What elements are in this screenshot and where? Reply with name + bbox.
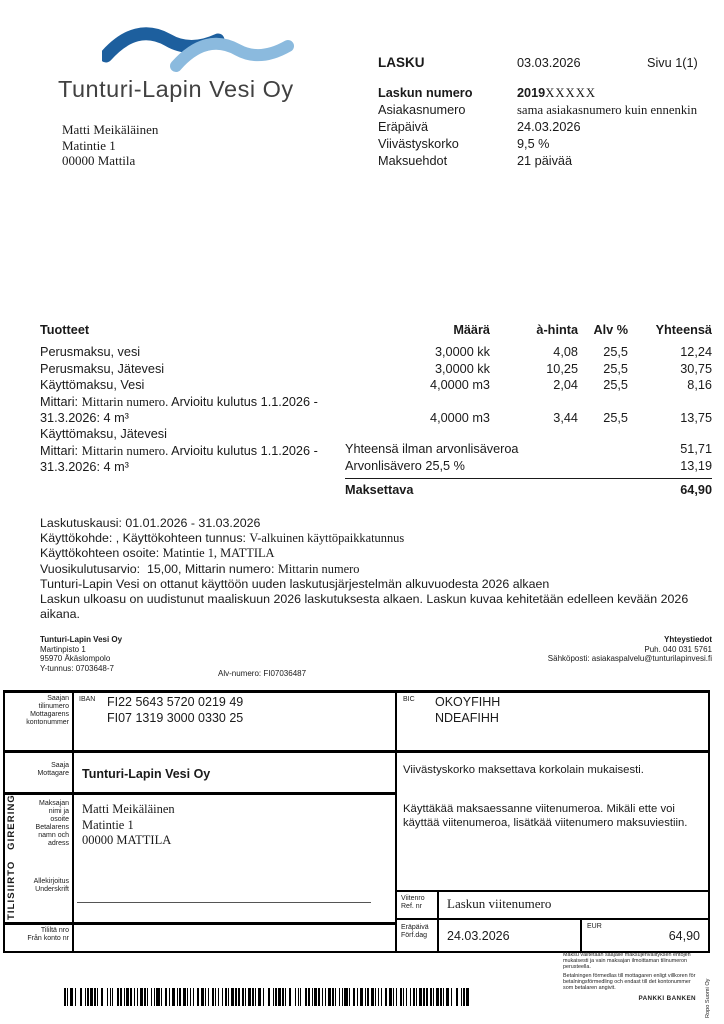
meter-note-line1: Mittari: Mittarin numero. Arvioitu kulutus 1.1.2026 - [40, 394, 318, 409]
table-row: Perusmaksu, Jätevesi 3,0000 kk 10,25 25,5 30,75 [40, 361, 712, 376]
meter-note-line2: 31.3.2026: 4 m³ [40, 460, 129, 475]
vat-value: 13,19 [680, 458, 712, 473]
bic-1: OKOYFIHH [435, 695, 501, 709]
giro-eur-divider [580, 918, 582, 953]
meter-note-line1: Mittari: Mittarin numero. Arvioitu kulutus 1.1.2026 - [40, 443, 318, 458]
payer-address [82, 802, 175, 849]
subtotal-row [345, 441, 712, 458]
footer-business-id: Y-tunnus: 0703648-7 [40, 663, 114, 673]
company-logo [58, 20, 294, 103]
reference-number-value: Laskun viitenumero [447, 896, 552, 911]
bic-values [435, 694, 500, 726]
payment-terms-value: 21 päivää [517, 154, 573, 168]
recipient-address [62, 122, 158, 169]
customer-number-row [378, 102, 712, 119]
payment-terms-label: Maksuehdot [378, 154, 448, 168]
giro-border-top [3, 690, 710, 693]
table-header-row [40, 322, 712, 338]
iban-label: IBAN [79, 696, 96, 703]
col-quantity: Määrä [453, 323, 490, 337]
layout-notice: Laskun ulkoasu on uudistunut maaliskuun 2026 laskutuksesta alkaen. Laskun kuvaa kehitetään edelleen kevään 2026 aikana. [40, 592, 692, 622]
footer-company [40, 635, 122, 673]
recipient-street: Matintie 1 [62, 137, 116, 153]
giro-recipient-label: Saaja Mottagare [37, 762, 69, 777]
usage-site: Käyttökohde: , Käyttökohteen tunnus: V-alkuinen käyttöpaikkatunnus [40, 531, 405, 546]
due-date-label: Eräpäivä [378, 120, 429, 134]
bank-label: PANKKI BANKEN [638, 994, 696, 1002]
giro-mid-divider [395, 690, 397, 953]
giro-border-right [708, 690, 710, 953]
usage-site-address: Käyttökohteen osoite: Matintie 1, MATTILA [40, 546, 275, 561]
billing-period: Laskutuskausi: 01.01.2026 - 31.03.2026 [40, 516, 261, 530]
printer-credit: Ropo Suomi Oy [705, 978, 711, 1018]
col-vat: Alv % [593, 323, 628, 337]
recipient-name: Matti Meikäläinen [62, 122, 159, 137]
totals-divider [345, 478, 712, 479]
invoice-page-number: Sivu 1(1) [647, 56, 698, 70]
company-wordmark: Tunturi-Lapin Vesi Oy [58, 76, 294, 102]
invoice-date: 03.03.2026 [517, 56, 581, 70]
subtotal-label: Yhteensä ilman arvonlisäveroa [345, 442, 519, 456]
footer-contact [450, 635, 712, 664]
invoice-title: LASKU [378, 55, 425, 70]
giro-ref-row-top [395, 890, 710, 892]
giro-row-divider-1 [3, 750, 710, 753]
col-total: Yhteensä [655, 323, 712, 337]
signature-label: Allekirjoitus Underskrift [33, 878, 69, 893]
giro-ref-label-divider [437, 890, 439, 953]
giro-row-divider-3 [3, 922, 397, 925]
account-number-label: Saajan tilinumero Mottagarens kontonummer [26, 695, 69, 726]
payable-value: 64,90 [680, 483, 712, 497]
billing-info [40, 516, 705, 622]
payable-row [345, 482, 712, 499]
bic-label: BIC [403, 696, 415, 703]
payment-terms-row [378, 153, 712, 170]
fine-print-fi: Maksu välitetään saajalle maksujenvälityksen ehtojen mukaisesti ja vain maksajan ilmoittaman tilinumeron perusteella. [563, 952, 691, 971]
footer-address2: 95970 Äkäslompolo [40, 654, 111, 664]
fine-print [563, 952, 700, 1002]
iban-values [107, 694, 243, 726]
footer-phone: Puh. 040 031 5761 [644, 644, 712, 654]
fine-print-sv: Betalningen förmedlas till mottagaren enligt villkoren för betalningsförmedling och endast till det kontonummer som betalaren angivit. [563, 973, 696, 992]
bank-transfer-form [3, 690, 710, 953]
interest-label: Viivästyskorko [378, 137, 459, 151]
payer-street: Matintie 1 [82, 817, 134, 832]
interest-row [378, 136, 712, 153]
invoice-meta [378, 85, 712, 170]
subtotal-value: 51,71 [680, 442, 712, 456]
customer-number-label: Asiakasnumero [378, 103, 466, 117]
system-notice: Tunturi-Lapin Vesi on ottanut käyttöön uuden laskutusjärjestelmän alkuvuodesta 2026 alkaen [40, 576, 550, 591]
bic-2: NDEAFIHH [435, 711, 499, 725]
vat-label: Arvonlisävero 25,5 % [345, 458, 465, 473]
giro-interest-note: Viivästyskorko maksettava korkolain mukaisesti. [403, 764, 644, 776]
payer-label: Maksajan nimi ja osoite Betalarens namn och adress [35, 800, 69, 847]
footer-address1: Martinpisto 1 [40, 644, 86, 654]
payable-label: Maksettava [345, 483, 414, 497]
annual-estimate: Vuosikulutusarvio: 15,00, Mittarin numero: Mittarin numero [40, 561, 360, 576]
amount-value: 64,90 [668, 929, 700, 943]
giro-recipient-value: Tunturi-Lapin Vesi Oy [82, 767, 211, 781]
reference-number-label: Viitenro Ref. nr [401, 895, 425, 910]
meter-note-line2-with-values: 31.3.2026: 4 m³ 4,0000 m3 3,44 25,5 13,75 [40, 411, 712, 426]
barcode [64, 988, 470, 1006]
col-products: Tuotteet [40, 323, 90, 337]
col-unit-price: à-hinta [536, 323, 578, 337]
table-row: Perusmaksu, vesi 3,0000 kk 4,08 25,5 12,24 [40, 345, 712, 360]
from-account-label: Tililtä nro Från konto nr [27, 927, 69, 942]
customer-number-value: sama asiakasnumero kuin ennenkin [517, 103, 698, 117]
giro-label-divider [72, 690, 74, 953]
due-date-value: 24.03.2026 [517, 120, 581, 134]
iban-2: FI07 1319 3000 0330 25 [107, 711, 244, 725]
giro-due-date-value: 24.03.2026 [447, 929, 510, 943]
footer-email: Sähköposti: asiakaspalvelu@tunturilapinvesi.fi [547, 654, 712, 664]
wave-logo-icon [102, 20, 297, 76]
giro-row-divider-2 [3, 792, 397, 795]
iban-1: FI22 5643 5720 0219 49 [107, 695, 244, 709]
giro-vertical-title: TILISIIRTO GIRERING [6, 794, 17, 920]
footer-contact-title: Yhteystiedot [663, 635, 712, 644]
recipient-city: 00000 Mattila [62, 153, 136, 168]
giro-reference-note: Käyttäkää maksaessanne viitenumeroa. Mikäli ette voi käyttää viitenumeroa, lisätkää viitenumero maksuviestiin. [403, 803, 688, 829]
vat-row [345, 458, 712, 475]
signature-line [77, 902, 371, 903]
due-date-row [378, 119, 712, 136]
payer-name: Matti Meikäläinen [82, 802, 175, 816]
payer-city: 00000 MATTILA [82, 833, 172, 847]
giro-ref-row-bottom [395, 918, 710, 920]
invoice-number-value: 2019XXXXX [517, 86, 597, 100]
totals-block [345, 441, 712, 499]
invoice-number-row [378, 85, 712, 102]
footer-vat-number: Alv-numero: FI07036487 [218, 669, 307, 678]
giro-due-date-label: Eräpäivä Förf.dag [401, 924, 429, 939]
footer-company-name: Tunturi-Lapin Vesi Oy [40, 635, 123, 644]
interest-value: 9,5 % [517, 137, 550, 151]
invoice-number-label: Laskun numero [378, 86, 473, 100]
currency-label: EUR [587, 923, 602, 930]
table-row: Käyttömaksu, Vesi 4,0000 m3 2,04 25,5 8,16 [40, 378, 712, 393]
table-row: Käyttömaksu, Jätevesi [40, 427, 167, 442]
